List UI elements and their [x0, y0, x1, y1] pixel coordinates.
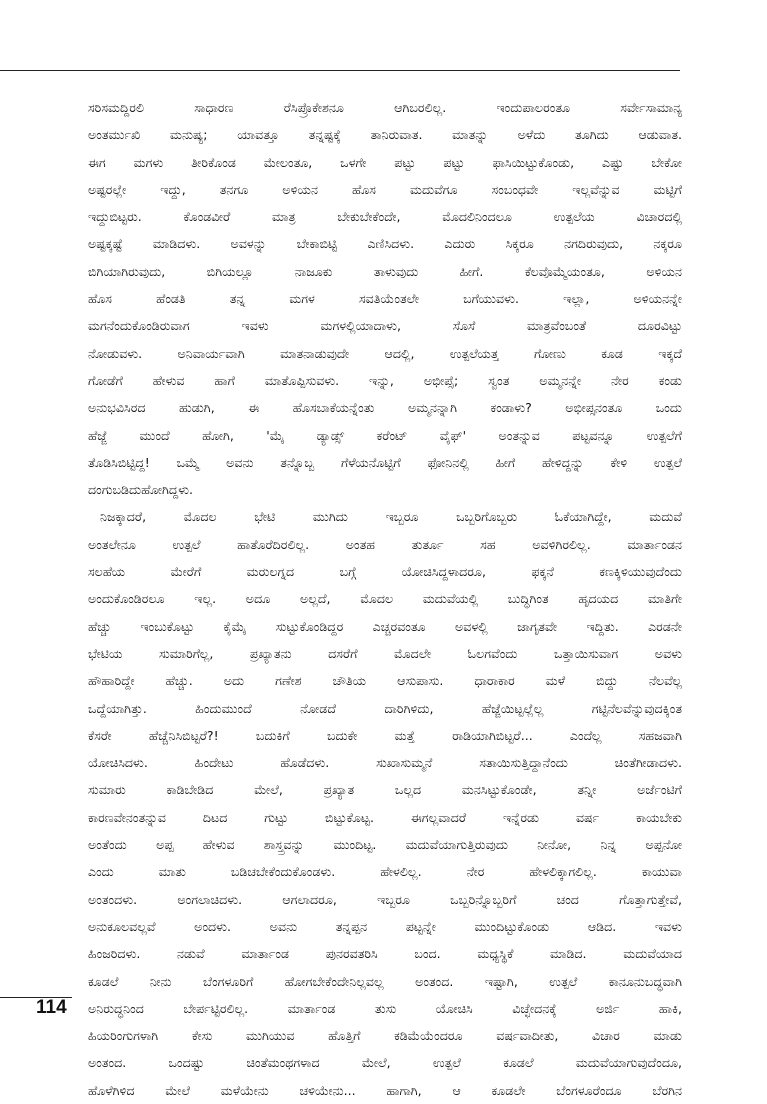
text-line: ಬಿಗಿಯಾಗಿರುವುದು, ಬಿಗಿಯಲ್ಲೂ ನಾಜೂಕು ತಾಳುವುದು ಹೀಗೆ. ಕೆಲವೊಮ್ಮೆಯಂತೂ, ಅಳಿಯನ — [88, 263, 682, 279]
text-line: ಹಿಯರಿಂಗುಗಳಾಗಿ ಕೇಸು ಮುಗಿಯುವ ಹೊತ್ತಿಗೆ ಕಡಿಮೆಯೆಂದರೂ ವರ್ಷವಾದೀತು, ವಿಚಾರ ಮಾಡು — [88, 1028, 682, 1044]
text-line: ಅನಿರುದ್ಧನಿಂದ ಬೇರ್ಪಟ್ಟಿರಲಿಲ್ಲ. ಮಾರ್ತಾಂಡ ತುಸು ಯೋಚಿಸಿ ವಿಚ್ಛೇದನಕ್ಕೆ ಅರ್ಜಿ ಹಾಕಿ, — [88, 1000, 682, 1016]
text-line: ಒದ್ದೆಯಾಗಿತ್ತು. ಹಿಂದುಮುಂದೆ ನೋಡದೆ ದಾರಿಗಿಳಿದು, ಹೆಜ್ಜೆಯಿಟ್ಟಲ್ಲೆಲ್ಲ ಗಟ್ಟಿನೆಲವೆನ್ನುವುದಕ್ಕಿಂತ — [88, 700, 682, 716]
text-line: ಭೇಟಿಯ ಸುಮಾರಿಗೆಲ್ಲ, ಪ್ರಖ್ಯಾತನು ದಸರೆಗೆ ಮೊದಲೇ ಓಲಗವೆಂದು ಒತ್ತಾಯಿಸುವಾಗ ಅವಳು — [88, 645, 682, 661]
text-line: ಅಂತೆಂದು ಅಪ್ಪ ಹೇಳುವ ಶಾಸ್ತ್ರವನ್ನು ಮುಂದಿಟ್ಟ. ಮದುವೆಯಾಗುತ್ತಿರುವುದು ನೀನೋ, ನಿನ್ನ ಅಪ್ಪನೋ — [88, 837, 682, 853]
page-number: 114 — [36, 997, 67, 1018]
text-line: ಹೌಹಾರಿದ್ದೇ ಹೆಚ್ಚು. ಅದು ಗಣೇಶ ಚೌತಿಯ ಆಸುಪಾಸು. ಧಾರಾಕಾರ ಮಳೆ ಬಿದ್ದು ನೆಲವೆಲ್ಲ — [88, 673, 682, 689]
text-line: ಅನುಭವಿಸಿರದ ಹುಡುಗಿ, ಈ ಹೊಸಬಾಕೆಯನ್ನೆಂತು ಅಮ್ಮನನ್ನಾಗಿ ಕಂಡಾಳು? ಅಭೀಪ್ಸನಂತೂ ಒಂದು — [88, 400, 682, 416]
text-line: ಸಲಹೆಯ ಮೇರೆಗೆ ಮರುಲಗ್ನದ ಬಗ್ಗೆ ಯೋಚಿಸಿದ್ದಳಾದರೂ, ಫಕ್ಕನೆ ಕಣಕ್ಕಿಳಿಯುವುದೆಂದು — [88, 564, 682, 580]
body-text — [88, 94, 682, 1104]
paragraph-1 — [88, 94, 682, 503]
paragraph-2 — [88, 503, 682, 1104]
text-line: ಅಷ್ಟಕ್ಕಷ್ಟೆ ಮಾಡಿದಳು. ಅವಳನ್ನು ಬೇಕಾಬಿಟ್ಟಿ ಎಣಿಸಿದಳು. ಎದುರು ಸಿಕ್ಕರೂ ನಗದಿರುವುದು, ನಕ್ಕರೂ — [88, 236, 682, 252]
text-line: ಅನುಕೂಲವಲ್ಲವೆ ಅಂದಳು. ಅವನು ತನ್ನಪ್ಪನ ಪಟ್ಟನ್ನೇ ಮುಂದಿಟ್ಟುಕೊಂಡು ಆಡಿದ. ಇವಳು — [88, 918, 682, 934]
text-line: ಹೊಸ ಹೆಂಡತಿ ತನ್ನ ಮಗಳ ಸವತಿಯೆಂತಲೇ ಬಗೆಯುವಳು. ಇಲ್ಲಾ, ಅಳಿಯನನ್ನೇ — [88, 291, 682, 307]
text-line: ಮಗನೆಂದುಕೊಂಡಿರುವಾಗ ಇವಳು ಮಗಳಲ್ಲಿಯಾದಾಳು, ಸೊಸೆ ಮಾತ್ರವೆಂಬಂತೆ ದೂರವಿಟ್ಟು — [88, 318, 682, 334]
text-line: ಅಷ್ಟರಲ್ಲೇ ಇದ್ದು, ತನಗೂ ಅಳಿಯನ ಹೊಸ ಮದುವೆಗೂ ಸಂಬಂಧವೇ ಇಲ್ಲವೆನ್ನುವ ಮಟ್ಟಿಗೆ — [88, 181, 682, 197]
text-line: ಅಂತಂದಳು. ಅಂಗಲಾಚಿದಳು. ಆಗಲಾದರೂ, ಇಬ್ಬರೂ ಒಬ್ಬರಿನ್ನೊಬ್ಬರಿಗೆ ಚಂದ ಗೊತ್ತಾಗುತ್ತೇವೆ, — [88, 891, 682, 907]
text-line: ಯೋಚಿಸಿದಳು. ಹಿಂದೇಟು ಹೊಡೆದಳು. ಸುಖಾಸುಮ್ಮನೆ ಸತಾಯಿಸುತ್ತಿದ್ದಾನೆಂದು ಚಿಂತೆಗೀಡಾದಳು. — [88, 755, 682, 771]
text-line: ಸುಮಾರು ಕಾಡಿಬೇಡಿದ ಮೇಲೆ, ಪ್ರಖ್ಯಾತ ಒಲ್ಲದ ಮನಸಿಟ್ಟುಕೊಂಡೇ, ತನ್ನೀ ಅರ್ಜೆಂಟಿಗೆ — [88, 782, 682, 798]
text-line: ಸರಿಸಮದ್ದಿರಲಿ ಸಾಧಾರಣ ರೆಸಿಪ್ರೊಕೇಶನೂ ಆಗಿಬರಲಿಲ್ಲ. ಇಂದುಪಾಲರಂತೂ ಸರ್ವೇಸಾಮಾನ್ಯ — [88, 100, 682, 115]
text-line: ಹೆಜ್ಜೆ ಮುಂದೆ ಹೋಗಿ, 'ಮೈ ಡ್ಯಾಡ್ಸ್ ಕರೆಂಟ್ ವೈಫ್' ಅಂತನ್ನುವ ಪಟ್ಟವನ್ನೂ ಉತ್ಪಲೆಗೆ — [88, 427, 682, 443]
text-line: ಹೆಚ್ಚು ಇಂಬುಕೊಟ್ಟು ಕೈಮೈ ಸುಟ್ಟುಕೊಂಡಿದ್ದರ ಎಚ್ಚರವಂತೂ ಅವಳಲ್ಲಿ ಜಾಗೃತವೇ ಇದ್ದಿತು. ಎರಡನೇ — [88, 618, 682, 634]
text-line: ಈಗ ಮಗಳು ತೀರಿಕೊಂಡ ಮೇಲಂತೂ, ಒಳಗೇ ಪಟ್ಟು ಪಟ್ಟು ಫಾಸಿಯಿಟ್ಟುಕೊಂಡು, ಎಷ್ಟು ಬೇಕೋ — [88, 154, 682, 170]
text-line: ಅಂದುಕೊಂಡಿರಲೂ ಇಲ್ಲ. ಅದೂ ಅಲ್ಲದೆ, ಮೊದಲ ಮದುವೆಯಲ್ಲಿ ಬುದ್ಧಿಗಿಂತ ಹೃದಯದ ಮಾತಿಗೇ — [88, 591, 682, 607]
text-line: ಕೆಸರೇ ಹೆಚ್ಚೆನಿಸಿಬಿಟ್ಟರೆ?! ಬದುಕಿಗೆ ಬದುಕೇ ಮತ್ತೆ ರಾಡಿಯಾಗಿಬಿಟ್ಟರೆ... ಎಂದೆಲ್ಲ ಸಹಜವಾಗಿ — [88, 727, 682, 743]
text-line: ಹೊಳೆಗಿಳಿದ ಮೇಲೆ ಮಳೆಯೇನು ಚಳಿಯೇನು... ಹಾಗಾಗಿ, ಆ ಕೂಡಲೇ ಬೆಂಗಳೂರೆಂದೂ ಬೆರಗಿನ — [88, 1082, 682, 1098]
top-rule — [0, 70, 680, 71]
text-line: ನೋಡುವಳು. ಅನಿವಾರ್ಯವಾಗಿ ಮಾತನಾಡುವುದೇ ಆದಲ್ಲಿ, ಉತ್ಪಲೆಯತ್ತ ಗೋಣು ಕೂಡ ಇಕ್ಕದೆ — [88, 345, 682, 361]
text-line: ಎಂದು ಮಾತು ಬಡಿಚಬೇಕೆಂದುಕೊಂಡಳು. ಹೇಳಲಿಲ್ಲ. ನೇರ ಹೇಳಲಿಕ್ಕಾಗಲಿಲ್ಲ. ಕಾಯುವಾ — [88, 864, 682, 880]
text-line: ಇದ್ದುಬಿಟ್ಟರು. ಕೊಂಡವೀರೆ ಮಾತ್ರ ಬೇಕುಬೇಕೆಂದೇ, ಮೊದಲಿನಿಂದಲೂ ಉತ್ಪಲೆಯ ವಿಚಾರದಲ್ಲಿ — [88, 209, 682, 225]
text-line: ಕೂಡಲೆ ನೀನು ಬೆಂಗಳೂರಿಗೆ ಹೋಗಬೇಕೆಂದೇನಿಲ್ಲವಲ್ಲ ಅಂತಂದ. ಇಷ್ಟಾಗಿ, ಉತ್ಪಲೆ ಕಾನೂನುಬದ್ಧವಾಗಿ — [88, 973, 682, 989]
text-line: ಅಂತರ್ಮುಖಿ ಮನುಷ್ಯ; ಯಾವತ್ತೂ ತನ್ನಷ್ಟಕ್ಕೆ ತಾನಿರುವಾತ. ಮಾತನ್ನು ಅಳೆದು ತೂಗಿದು ಆಡುವಾತ. — [88, 127, 682, 143]
text-line: ಹಿಂಜರಿದಳು. ನಡುವೆ ಮಾರ್ತಾಂಡ ಪುನರವತರಿಸಿ ಬಂದ. ಮಧ್ಯಸ್ಥಿಕೆ ಮಾಡಿದ. ಮದುವೆಯಾದ — [88, 946, 682, 962]
text-line: ಕಾರಣವೇನಂತನ್ನುವ ದಿಟದ ಗುಟ್ಟು ಬಿಟ್ಟುಕೊಟ್ಟ. ಈಗಲ್ಲವಾದರೆ ಇನ್ನೆರಡು ವರ್ಷ ಕಾಯಬೇಕು — [88, 809, 682, 825]
text-line: ದಂಗುಬಡಿದುಹೋಗಿದ್ದಳು. — [88, 482, 194, 498]
text-line: ಗೋಡೆಗೆ ಹೇಳುವ ಹಾಗೆ ಮಾತೊಪ್ಪಿಸುವಳು. ಇನ್ನು, ಅಭೀಪ್ಸೆ; ಸ್ವಂತ ಅಮ್ಮನನ್ನೇ ನೇರ ಕಂಡು — [88, 372, 682, 388]
text-line: ನಿಜಕ್ಕಾದರೆ, ಮೊದಲ ಭೇಟಿ ಮುಗಿದು ಇಬ್ಬರೂ ಒಬ್ಬರಿಗೊಬ್ಬರು ಓಕೆಯಾಗಿದ್ದೇ, ಮದುವೆ — [100, 509, 682, 525]
text-line: ಅಂತಂದ. ಒಂದಷ್ಟು ಚಿಂತೆಮಂಥಗಳಾದ ಮೇಲೆ, ಉತ್ಪಲೆ ಕೂಡಲೆ ಮದುವೆಯಾಗುವುದೆಂದೂ, — [88, 1055, 682, 1071]
text-line: ತೊಡಿಸಿಬಿಟ್ಟಿದ್ದ! ಒಮ್ಮೆ ಅವನು ತನ್ನೊಬ್ಬ ಗೆಳೆಯನೊಟ್ಟಿಗೆ ಫೋನಿನಲ್ಲಿ ಹೀಗೆ ಹೇಳಿದ್ದನ್ನು ಕೇಳಿ ಉತ್ಪಲೆ — [88, 454, 682, 470]
text-line: ಅಂತಲೇನೂ ಉತ್ಪಲೆ ಹಾತೊರೆದಿರಲಿಲ್ಲ. ಅಂತಹ ತುರ್ತೂ ಸಹ ಅವಳಿಗಿರಲಿಲ್ಲ. ಮಾರ್ತಾಂಡನ — [88, 536, 682, 552]
